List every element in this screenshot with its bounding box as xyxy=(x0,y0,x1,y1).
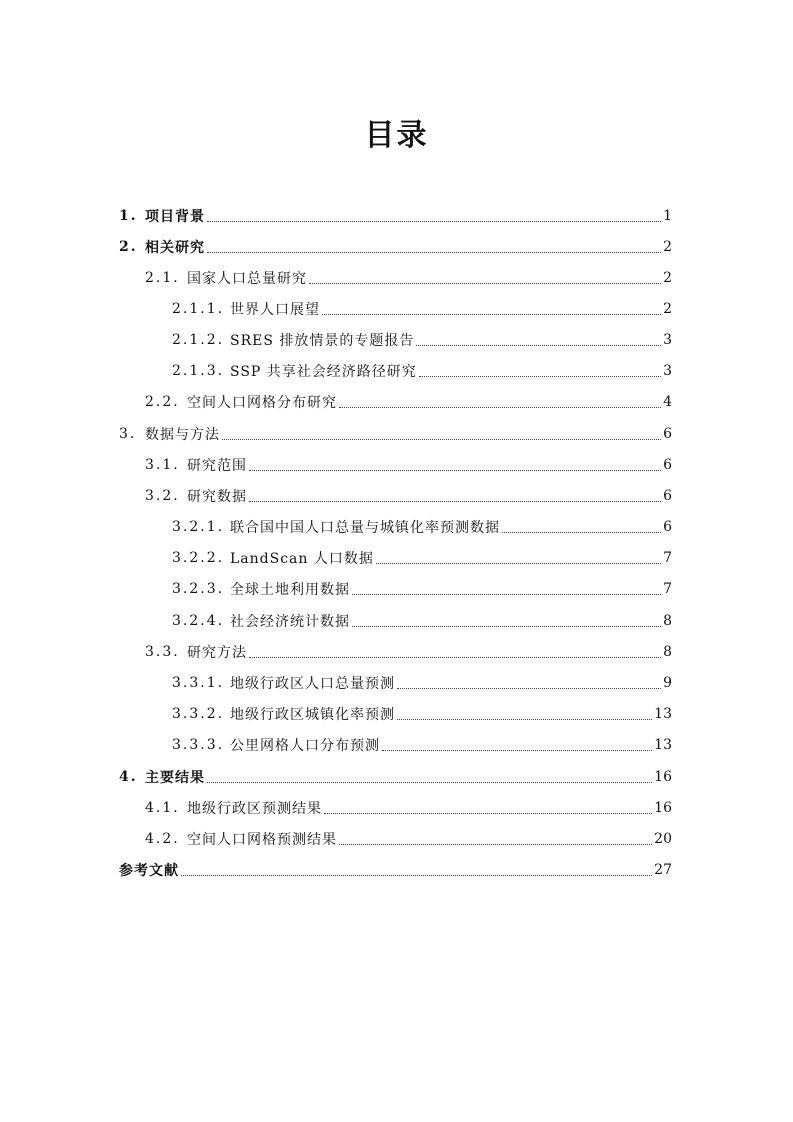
toc-entry-3-2-2[interactable] xyxy=(172,542,672,573)
toc-entry-3-2[interactable] xyxy=(145,480,672,511)
toc-entry-2-2[interactable] xyxy=(145,386,672,417)
toc-entry-page: 3 xyxy=(663,362,672,379)
toc-entry-title: 空间人口网格预测结果 xyxy=(187,831,337,848)
toc-entry-2-1-2[interactable] xyxy=(172,324,672,355)
toc-entry-2-1-3[interactable] xyxy=(172,355,672,386)
toc-entry-3-3-1[interactable] xyxy=(172,667,672,698)
toc-entry-3-2-1[interactable] xyxy=(172,511,672,542)
toc-entry-title: 社会经济统计数据 xyxy=(230,613,350,630)
toc-entry-number: 2.1.1. xyxy=(172,300,225,317)
dot-leader xyxy=(502,531,661,533)
toc-entry-3-2-4[interactable] xyxy=(172,605,672,636)
toc-entry-number: 2. xyxy=(119,238,138,255)
toc-entry-number: 3.3.3. xyxy=(172,736,225,753)
toc-entry-number: 4.1. xyxy=(145,799,180,816)
toc-entry-title: 公里网格人口分布预测 xyxy=(230,737,380,754)
toc-entry-number: 3.3.2. xyxy=(172,705,225,722)
toc-entry-page: 6 xyxy=(663,456,672,473)
toc-entry-references[interactable] xyxy=(119,854,672,885)
toc-entry-page: 4 xyxy=(663,393,672,410)
toc-entry-title: 项目背景 xyxy=(145,208,205,225)
toc-entry-number: 2.1.2. xyxy=(172,331,225,348)
toc-entry-2-1-1[interactable] xyxy=(172,293,672,324)
dot-leader xyxy=(352,625,661,627)
toc-entry-title: 国家人口总量研究 xyxy=(187,270,307,287)
toc-entry-2-1[interactable] xyxy=(145,262,672,293)
dot-leader xyxy=(181,874,652,876)
toc-entry-title: SSP 共享社会经济路径研究 xyxy=(230,363,417,380)
toc-entry-page: 9 xyxy=(663,674,672,691)
toc-entry-page: 8 xyxy=(663,612,672,629)
toc-entry-2[interactable] xyxy=(119,231,672,262)
toc-entry-page: 6 xyxy=(663,487,672,504)
toc-entry-page: 6 xyxy=(663,518,672,535)
toc-entry-title: 世界人口展望 xyxy=(230,301,320,318)
toc-entry-page: 6 xyxy=(663,425,672,442)
toc-entry-number: 4.2. xyxy=(145,830,180,847)
toc-entry-page: 13 xyxy=(654,705,672,722)
toc-entry-4[interactable] xyxy=(119,761,672,792)
toc-entry-number: 3. xyxy=(119,425,137,442)
toc-entry-number: 3.2.4. xyxy=(172,612,225,629)
dot-leader xyxy=(324,812,652,814)
toc-entry-number: 3.2.1. xyxy=(172,518,225,535)
toc-entry-number: 3.1. xyxy=(145,456,180,473)
dot-leader xyxy=(397,718,652,720)
dot-leader xyxy=(376,562,661,564)
dot-leader xyxy=(249,469,661,471)
toc-entry-number: 2.1. xyxy=(145,269,180,286)
toc-entry-number: 1. xyxy=(119,207,138,224)
toc-entry-1[interactable] xyxy=(119,200,672,231)
dot-leader xyxy=(322,313,661,315)
dot-leader xyxy=(249,656,661,658)
dot-leader xyxy=(207,220,661,222)
dot-leader xyxy=(207,781,652,783)
page-title: 目录 xyxy=(364,118,429,153)
toc-entry-title: 联合国中国人口总量与城镇化率预测数据 xyxy=(230,519,500,536)
toc-entry-page: 16 xyxy=(654,799,672,816)
toc-entry-title: 地级行政区城镇化率预测 xyxy=(230,706,395,723)
toc-entry-title: 研究数据 xyxy=(187,488,247,505)
toc-entry-number: 2.1.3. xyxy=(172,362,225,379)
toc-entry-title: 数据与方法 xyxy=(145,426,220,443)
toc-entry-page: 3 xyxy=(663,331,672,348)
toc-entry-3-2-3[interactable] xyxy=(172,573,672,604)
toc-entry-number: 3.2.2. xyxy=(172,549,225,566)
toc-entry-page: 1 xyxy=(663,207,672,224)
toc-entry-page: 2 xyxy=(663,269,672,286)
toc-entry-page: 27 xyxy=(654,861,672,878)
toc-entry-number: 2.2. xyxy=(145,393,180,410)
toc-entry-page: 7 xyxy=(663,549,672,566)
toc-entry-4-2[interactable] xyxy=(145,823,672,854)
toc-entry-title: SRES 排放情景的专题报告 xyxy=(230,332,415,349)
toc-entry-page: 7 xyxy=(663,580,672,597)
toc-entry-page: 2 xyxy=(663,238,672,255)
dot-leader xyxy=(339,406,661,408)
toc-entry-title: 研究方法 xyxy=(187,644,247,661)
toc-entry-title: 全球土地利用数据 xyxy=(230,581,350,598)
toc-entry-title: 空间人口网格分布研究 xyxy=(187,394,337,411)
dot-leader xyxy=(419,375,661,377)
toc-entry-number: 4. xyxy=(119,768,138,785)
dot-leader xyxy=(416,344,661,346)
dot-leader xyxy=(309,282,661,284)
dot-leader xyxy=(222,438,661,440)
toc-entry-title: 地级行政区预测结果 xyxy=(187,800,322,817)
toc-entry-3-3[interactable] xyxy=(145,636,672,667)
toc-entry-page: 20 xyxy=(654,830,672,847)
dot-leader xyxy=(339,843,652,845)
dot-leader xyxy=(382,749,652,751)
toc-entry-title: 参考文献 xyxy=(119,862,179,879)
toc-entry-title: 研究范围 xyxy=(187,457,247,474)
dot-leader xyxy=(397,687,661,689)
toc-entry-4-1[interactable] xyxy=(145,792,672,823)
toc-entry-page: 8 xyxy=(663,643,672,660)
dot-leader xyxy=(207,251,661,253)
toc-entry-title: 相关研究 xyxy=(145,239,205,256)
toc-entry-number: 3.3.1. xyxy=(172,674,225,691)
toc-entry-title: 主要结果 xyxy=(145,769,205,786)
toc-entry-3-1[interactable] xyxy=(145,449,672,480)
toc-entry-page: 2 xyxy=(663,300,672,317)
toc-entry-3-3-3[interactable] xyxy=(172,729,672,760)
toc-entry-page: 16 xyxy=(654,768,672,785)
toc-entry-3-3-2[interactable] xyxy=(172,698,672,729)
dot-leader xyxy=(249,500,661,502)
toc-entry-number: 3.3. xyxy=(145,643,180,660)
toc-entry-title: LandScan 人口数据 xyxy=(230,550,374,567)
toc-entry-3[interactable] xyxy=(119,418,672,449)
toc-entry-title: 地级行政区人口总量预测 xyxy=(230,675,395,692)
toc-entry-page: 13 xyxy=(654,736,672,753)
dot-leader xyxy=(352,593,661,595)
toc-entry-number: 3.2.3. xyxy=(172,580,225,597)
toc-entry-number: 3.2. xyxy=(145,487,180,504)
